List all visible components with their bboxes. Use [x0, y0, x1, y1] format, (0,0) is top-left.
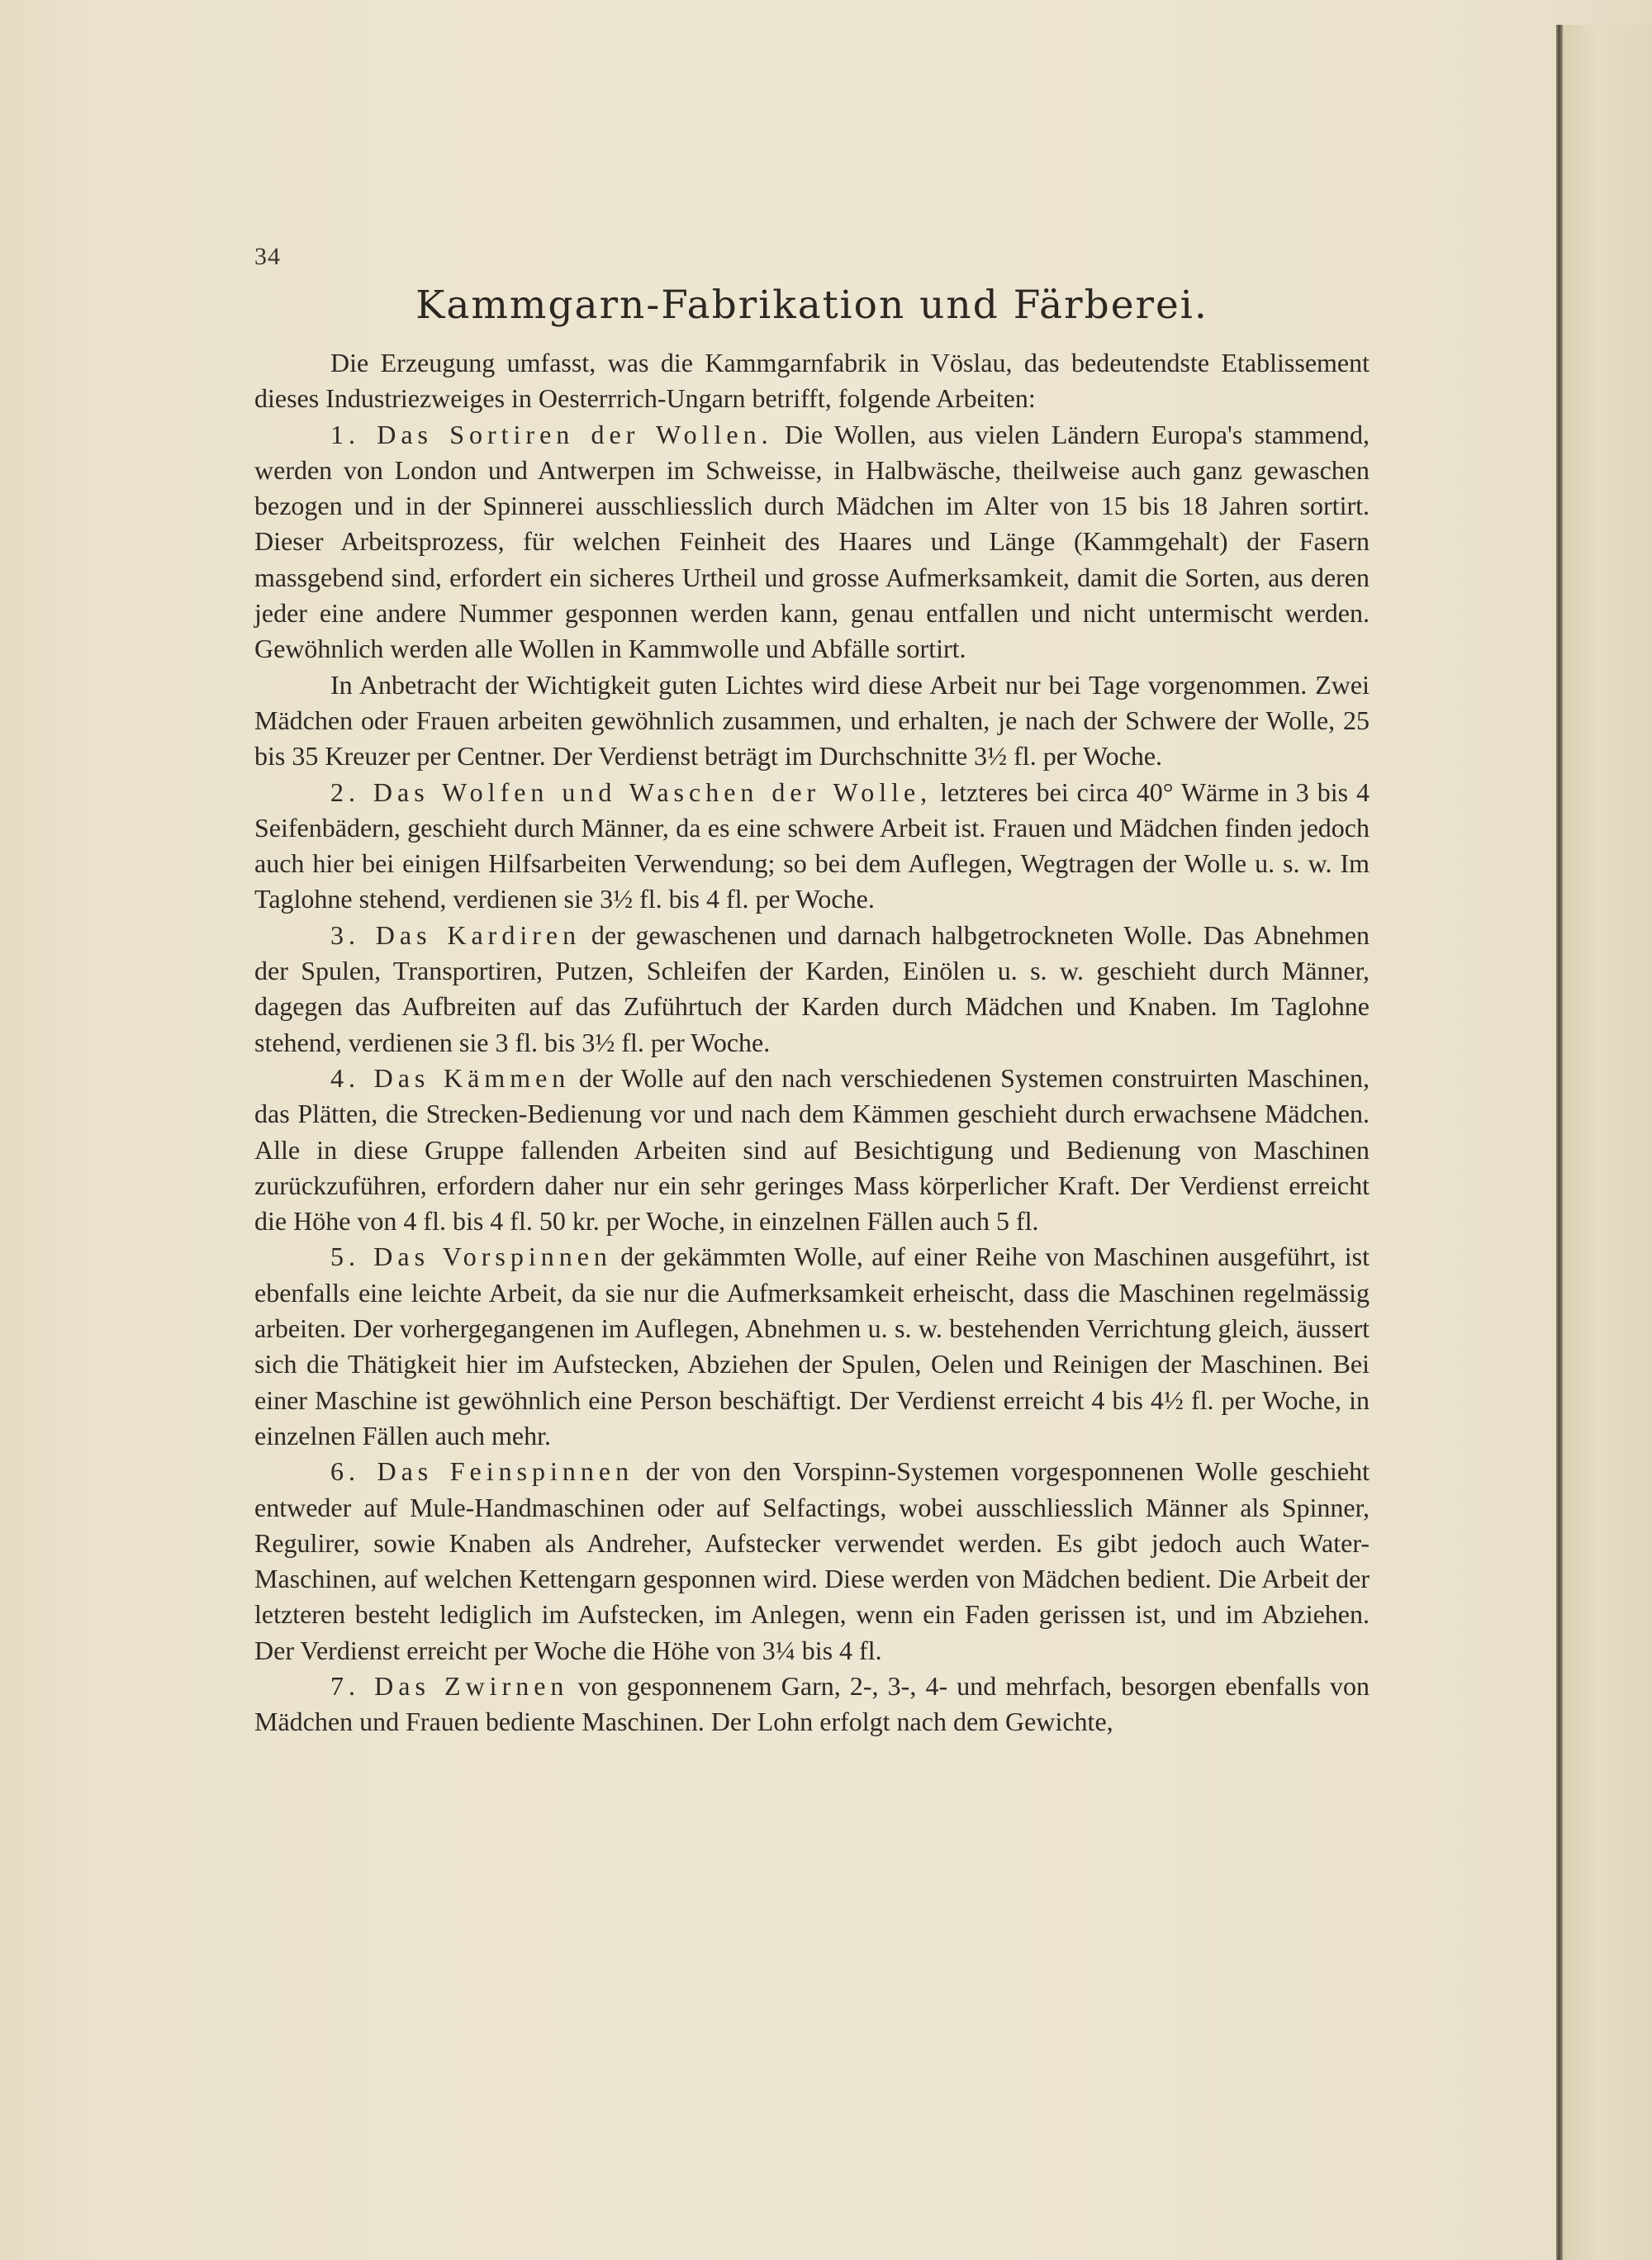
paragraph-lead: 2. Das Wolfen und Waschen der Wolle, — [330, 776, 933, 807]
adjacent-page-strip — [1563, 25, 1652, 2260]
paragraph-lead: 4. Das Kämmen — [330, 1062, 571, 1093]
paragraph-text: letzteres bei circa 40° Wärme in 3 bis 4 Seifenbädern, geschieht durch Männer, da es eine schwere Arbeit ist. Frauen und Mädchen finden jedoch auch hier bei einigen Hilfsarbeiten Verwendung; so bei dem Auflegen, Wegtragen der Wolle u. s. w. Im Taglohne stehend, verdienen sie 3½ fl. bis 4 fl. per Woche. — [254, 776, 1370, 914]
paragraph-text: der von den Vorspinn-Systemen vorgesponnenen Wolle geschieht entweder auf Mule-Handmaschinen oder auf Selfactings, wobei ausschliesslich Männer als Spinner, Regulirer, sowie Knaben als Andreher, Aufstecker verwendet werden. Es gibt jedoch auch Water-Maschinen, auf welchen Kettengarn gesponnen wird. Diese werden von Mädchen bedient. Die Arbeit der letzteren besteht lediglich im Aufstecken, im Anlegen, wenn ein Faden gerissen ist, und im Abziehen. Der Verdienst erreicht per Woche die Höhe von 3¼ bis 4 fl. — [254, 1456, 1370, 1665]
paragraph-lead: 3. Das Kardiren — [330, 919, 582, 950]
page-title: Kammgarn-Fabrikation und Färberei. — [415, 282, 1208, 328]
book-gutter-edge — [1556, 25, 1563, 2260]
paragraph-intro — [254, 345, 1370, 417]
paragraph-licht — [254, 667, 1370, 775]
paragraph-lead: 7. Das Zwirnen — [330, 1670, 569, 1701]
paragraph-vorspinnen — [254, 1239, 1370, 1454]
paragraph-text: von gesponnenem Garn, 2-, 3-, 4- und mehrfach, besorgen ebenfalls von Mädchen und Frauen bediente Maschinen. Der Lohn erfolgt nach dem Gewichte, — [254, 1670, 1370, 1737]
paragraph-text: Die Wollen, aus vielen Ländern Europa's stammend, werden von London und Antwerpen im Schweisse, in Halbwäsche, theilweise auch ganz gewaschen bezogen und in der Spinnerei ausschliesslich durch Mädchen im Alter von 15 bis 18 Jahren sortirt. Dieser Arbeitsprozess, für welchen Feinheit des Haares und Länge (Kammgehalt) der Fasern massgebend sind, erfordert ein sicheres Urtheil und grosse Aufmerksamkeit, damit die Sorten, aus deren jeder eine andere Nummer gesponnen werden kann, genau entfallen und nicht untermischt werden. Gewöhnlich werden alle Wollen in Kammwolle und Abfälle sortirt. — [254, 419, 1370, 664]
paragraph-kardiren — [254, 918, 1370, 1061]
paragraph-lead: 5. Das Vorspinnen — [330, 1242, 612, 1272]
paragraph-text: der Wolle auf den nach verschiedenen Systemen construirten Maschinen, das Plätten, die Strecken-Bedienung vor und nach dem Kämmen geschieht durch erwachsene Mädchen. Alle in diese Gruppe fallenden Arbeiten sind auf Besichtigung und Bedienung von Maschinen zurückzuführen, erfordern daher nur ein sehr geringes Mass körperlicher Kraft. Der Verdienst erreicht die Höhe von 4 fl. bis 4 fl. 50 kr. per Woche, in einzelnen Fällen auch 5 fl. — [254, 1062, 1370, 1237]
paragraph-text: der gewaschenen und darnach halbgetrockneten Wolle. Das Abnehmen der Spulen, Transportiren, Putzen, Schleifen der Karden, Einölen u. s. w. geschieht durch Männer, dagegen das Aufbreiten auf das Zuführtuch der Karden durch Mädchen und Knaben. Im Taglohne stehend, verdienen sie 3 fl. bis 3½ fl. per Woche. — [254, 919, 1370, 1057]
paragraph-text: Die Erzeugung umfasst, was die Kammgarnfabrik in Vöslau, das bedeutendste Etablissement dieses Industriezweiges in Oesterrrich-Ungarn betrifft, folgende Arbeiten: — [254, 348, 1370, 414]
paragraph-kaemmen — [254, 1061, 1370, 1239]
page-number: 34 — [254, 243, 281, 270]
paragraph-wolfen — [254, 775, 1370, 918]
paragraph-feinspinnen — [254, 1454, 1370, 1669]
paragraph-sortiren — [254, 417, 1370, 667]
body-text — [254, 345, 1370, 1740]
paragraph-text: der gekämmten Wolle, auf einer Reihe von Maschinen ausgeführt, ist ebenfalls eine leichte Arbeit, da sie nur die Aufmerksamkeit erheischt, dass die Maschinen regelmässig arbeiten. Der vorhergegangenen im Auflegen, Abnehmen u. s. w. bestehenden Verrichtung gleich, äussert sich die Thätigkeit hier im Aufstecken, Abziehen der Spulen, Oelen und Reinigen der Maschinen. Bei einer Maschine ist gewöhnlich eine Person beschäftigt. Der Verdienst erreicht 4 bis 4½ fl. per Woche, in einzelnen Fällen auch mehr. — [254, 1242, 1370, 1450]
paragraph-text: In Anbetracht der Wichtigkeit guten Lichtes wird diese Arbeit nur bei Tage vorgenommen. Zwei Mädchen oder Frauen arbeiten gewöhnlich zusammen, und erhalten, je nach der Schwere der Wolle, 25 bis 35 Kreuzer per Centner. Der Verdienst beträgt im Durchschnitte 3½ fl. per Woche. — [254, 669, 1370, 772]
paragraph-zwirnen — [254, 1669, 1370, 1740]
paragraph-lead: 1. Das Sortiren der Wollen. — [330, 419, 773, 449]
paragraph-lead: 6. Das Feinspinnen — [330, 1456, 634, 1487]
